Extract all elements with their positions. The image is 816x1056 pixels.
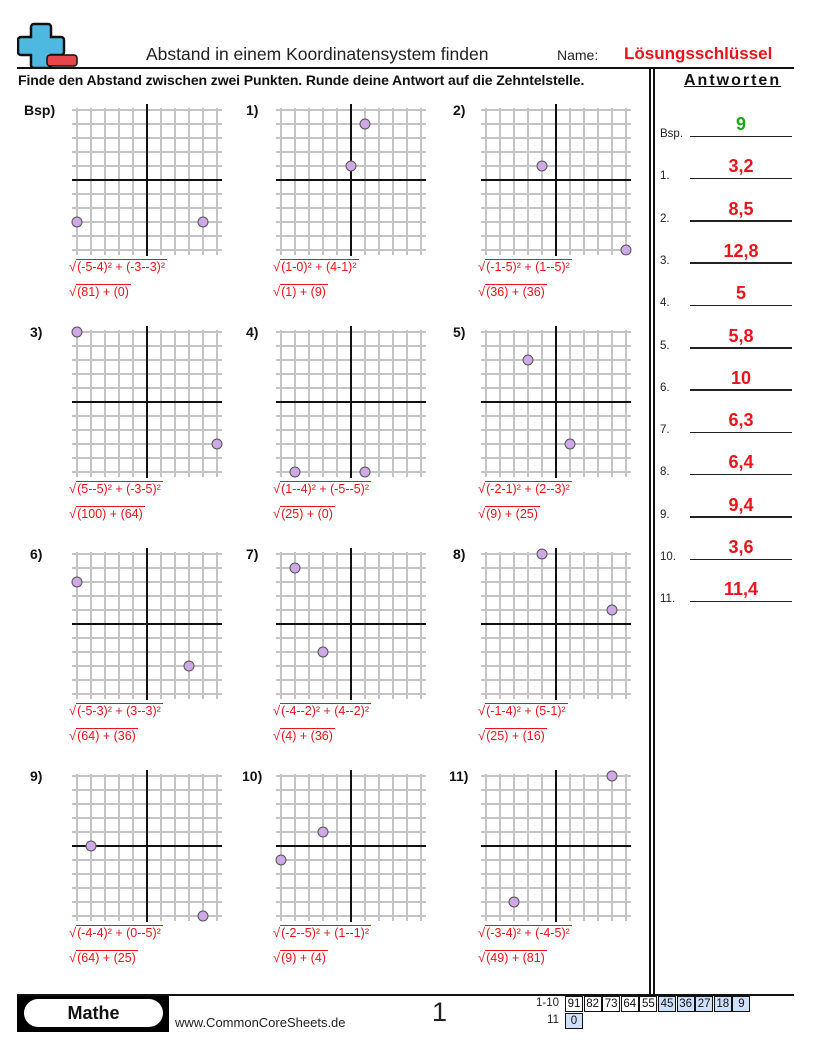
answers-title: Antworten — [684, 72, 782, 89]
answer-row — [660, 325, 795, 352]
coordinate-grid — [275, 104, 427, 258]
sqrt-icon: √ — [273, 703, 281, 718]
answer-row — [660, 579, 795, 606]
coordinate-grid — [275, 326, 427, 480]
answer-value: 5,8 — [728, 325, 754, 346]
answer-value: 11,4 — [723, 579, 759, 600]
answer-line — [690, 347, 792, 349]
answer-line — [690, 474, 792, 476]
answer-label: 3. — [660, 254, 670, 267]
score-cell: 91 — [565, 996, 583, 1012]
answer-row — [660, 367, 795, 394]
plus-minus-logo-icon — [17, 22, 79, 68]
distance-formula-line2 — [273, 506, 335, 521]
answer-line — [690, 559, 792, 561]
answer-row — [660, 283, 795, 310]
coordinate-grid — [480, 326, 632, 480]
name-value: Lösungsschlüssel — [624, 44, 773, 63]
formula-text: (81) + (0) — [77, 285, 129, 299]
plotted-point — [290, 467, 300, 477]
answer-value: 10 — [730, 367, 752, 388]
distance-formula-line1 — [478, 481, 572, 496]
formula-text: (49) + (81) — [486, 951, 545, 965]
formula-text: (9) + (25) — [486, 507, 538, 521]
sqrt-icon: √ — [478, 481, 486, 496]
problem-label: 10) — [242, 768, 263, 784]
distance-formula-line1 — [478, 703, 568, 718]
score-cell: 55 — [639, 996, 657, 1012]
plotted-point — [607, 605, 617, 615]
formula-text: (1--4)² + (-5--5)² — [281, 482, 369, 496]
distance-formula-line2 — [69, 950, 138, 965]
plotted-point — [565, 439, 575, 449]
distance-formula-line1 — [69, 703, 163, 718]
plotted-point — [607, 771, 617, 781]
answer-label: 9. — [660, 508, 670, 521]
answer-row — [660, 156, 795, 183]
sqrt-icon: √ — [69, 481, 77, 496]
formula-text: (36) + (36) — [486, 285, 545, 299]
formula-text: (9) + (4) — [281, 951, 326, 965]
sqrt-icon: √ — [478, 506, 486, 521]
distance-formula-line2 — [69, 506, 145, 521]
worksheet-title: Abstand in einem Koordinatensystem finden — [146, 44, 489, 64]
answer-line — [690, 516, 792, 518]
coordinate-grid — [480, 548, 632, 702]
answer-value: 6,4 — [728, 452, 754, 473]
answer-column-divider — [649, 68, 651, 994]
plotted-point — [318, 827, 328, 837]
score-cell: 73 — [602, 996, 620, 1012]
coordinate-grid — [275, 770, 427, 924]
plotted-point — [537, 549, 547, 559]
answer-label: 8. — [660, 466, 670, 479]
answer-row — [660, 410, 795, 437]
answer-line — [690, 136, 792, 138]
answer-row — [660, 240, 795, 267]
score-cell: 36 — [677, 996, 695, 1012]
problem-label: Bsp) — [24, 102, 56, 118]
plotted-point — [72, 217, 82, 227]
distance-formula-line1 — [273, 259, 359, 274]
plotted-point — [318, 647, 328, 657]
sqrt-icon: √ — [69, 703, 77, 718]
distance-formula-line2 — [478, 728, 547, 743]
answer-value: 3,2 — [728, 156, 754, 177]
sqrt-icon: √ — [69, 950, 77, 965]
answer-value: 8,5 — [728, 198, 754, 219]
plotted-point — [72, 327, 82, 337]
sqrt-icon: √ — [69, 259, 77, 274]
sqrt-icon: √ — [273, 481, 281, 496]
answer-label: 11. — [660, 593, 676, 606]
sqrt-icon: √ — [69, 506, 77, 521]
answer-line — [690, 389, 792, 391]
formula-text: (-1-4)² + (5-1)² — [486, 704, 566, 718]
problem-label: 6) — [30, 546, 43, 562]
formula-text: (-4-4)² + (0--5)² — [77, 926, 161, 940]
coordinate-grid — [275, 548, 427, 702]
answer-line — [690, 601, 792, 603]
sqrt-icon: √ — [478, 728, 486, 743]
plotted-point — [360, 467, 370, 477]
answer-value: 12,8 — [723, 240, 759, 261]
plotted-point — [198, 217, 208, 227]
sqrt-icon: √ — [273, 950, 281, 965]
formula-text: (-3-4)² + (-4-5)² — [486, 926, 570, 940]
formula-text: (-5-3)² + (3--3)² — [77, 704, 161, 718]
score-cell: 18 — [714, 996, 732, 1012]
sqrt-icon: √ — [273, 259, 281, 274]
plotted-point — [509, 897, 519, 907]
formula-text: (100) + (64) — [77, 507, 143, 521]
plotted-point — [621, 245, 631, 255]
answer-row — [660, 452, 795, 479]
coordinate-grid — [480, 104, 632, 258]
problem-label: 1) — [246, 102, 259, 118]
distance-formula-line1 — [478, 259, 572, 274]
formula-text: (64) + (36) — [77, 729, 136, 743]
problem-label: 11) — [449, 768, 469, 784]
formula-text: (25) + (0) — [281, 507, 333, 521]
problem-label: 7) — [246, 546, 259, 562]
answer-label: 1. — [660, 170, 670, 183]
distance-formula-line2 — [273, 284, 328, 299]
score-row-label: 11 — [547, 1014, 559, 1026]
coordinate-grid — [480, 770, 632, 924]
distance-formula-line1 — [273, 703, 371, 718]
plotted-point — [198, 911, 208, 921]
distance-formula-line2 — [273, 728, 335, 743]
sqrt-icon: √ — [69, 284, 77, 299]
answer-label: Bsp. — [660, 128, 684, 140]
answer-label: 7. — [660, 424, 670, 437]
score-cell: 27 — [695, 996, 713, 1012]
sqrt-icon: √ — [478, 259, 486, 274]
answer-label: 2. — [660, 212, 670, 225]
problem-label: 2) — [453, 102, 466, 118]
distance-formula-line2 — [69, 284, 131, 299]
formula-text: (-5-4)² + (-3--3)² — [77, 260, 165, 274]
distance-formula-line2 — [478, 950, 547, 965]
distance-formula-line1 — [273, 925, 371, 940]
plotted-point — [346, 161, 356, 171]
sqrt-icon: √ — [478, 703, 486, 718]
coordinate-grid — [71, 104, 223, 258]
plotted-point — [360, 119, 370, 129]
website-link[interactable]: www.CommonCoreSheets.de — [175, 1015, 346, 1030]
plotted-point — [537, 161, 547, 171]
formula-text: (-2--5)² + (1--1)² — [281, 926, 369, 940]
plotted-point — [523, 355, 533, 365]
distance-formula-line2 — [69, 728, 138, 743]
subject-badge — [17, 996, 169, 1032]
formula-text: (-1-5)² + (1--5)² — [486, 260, 570, 274]
answer-row — [660, 198, 795, 225]
answer-line — [690, 305, 792, 307]
score-cell: 0 — [565, 1013, 583, 1029]
distance-formula-line1 — [69, 925, 163, 940]
formula-text: (25) + (16) — [486, 729, 545, 743]
formula-text: (5--5)² + (-3-5)² — [77, 482, 161, 496]
instructions: Finde den Abstand zwischen zwei Punkten. Runde deine Antwort auf die Zehntelstelle. — [18, 72, 585, 88]
score-cell: 64 — [621, 996, 639, 1012]
plotted-point — [276, 855, 286, 865]
sqrt-icon: √ — [478, 950, 486, 965]
subject-label: Mathe — [24, 999, 163, 1027]
sqrt-icon: √ — [69, 728, 77, 743]
answer-value: 9 — [735, 114, 746, 134]
coordinate-grid — [71, 548, 223, 702]
answer-line — [690, 432, 792, 434]
distance-formula-line1 — [69, 259, 167, 274]
formula-text: (4) + (36) — [281, 729, 333, 743]
answer-label: 4. — [660, 297, 670, 310]
page-number: 1 — [432, 997, 448, 1027]
sqrt-icon: √ — [478, 284, 486, 299]
answer-line — [690, 262, 792, 264]
distance-formula-line2 — [273, 950, 328, 965]
problem-label: 9) — [30, 768, 43, 784]
problem-label: 4) — [246, 324, 259, 340]
sqrt-icon: √ — [273, 925, 281, 940]
answer-line — [690, 220, 792, 222]
sqrt-icon: √ — [478, 925, 486, 940]
sqrt-icon: √ — [69, 925, 77, 940]
answer-value: 6,3 — [728, 410, 754, 431]
sqrt-icon: √ — [273, 506, 281, 521]
answer-line — [690, 178, 792, 180]
answer-value: 9,4 — [728, 494, 754, 515]
plotted-point — [86, 841, 96, 851]
problem-label: 3) — [30, 324, 43, 340]
answer-label: 5. — [660, 339, 670, 352]
answer-label: 10. — [660, 551, 676, 563]
answer-value: 5 — [735, 283, 746, 304]
formula-text: (1) + (9) — [281, 285, 326, 299]
distance-formula-line2 — [478, 284, 547, 299]
header-divider — [17, 67, 794, 69]
answer-label: 6. — [660, 381, 670, 394]
problem-label: 8) — [453, 546, 466, 562]
distance-formula-line1 — [273, 481, 371, 496]
sqrt-icon: √ — [273, 284, 281, 299]
formula-text: (-4--2)² + (4--2)² — [281, 704, 369, 718]
coordinate-grid — [71, 770, 223, 924]
answer-row — [660, 494, 795, 521]
name-label: Name: — [557, 47, 599, 63]
plotted-point — [290, 563, 300, 573]
sqrt-icon: √ — [273, 728, 281, 743]
formula-text: (1-0)² + (4-1)² — [281, 260, 357, 274]
answer-value: 3,6 — [728, 537, 754, 557]
distance-formula-line1 — [478, 925, 572, 940]
formula-text: (-2-1)² + (2--3)² — [486, 482, 570, 496]
plotted-point — [184, 661, 194, 671]
plotted-point — [212, 439, 222, 449]
problem-label: 5) — [453, 324, 466, 340]
distance-formula-line2 — [478, 506, 540, 521]
answer-column-divider-inner — [653, 68, 655, 994]
score-cell: 9 — [732, 996, 750, 1012]
answer-row — [660, 537, 795, 563]
score-cell: 45 — [658, 996, 676, 1012]
answer-row — [660, 114, 795, 140]
coordinate-grid — [71, 326, 223, 480]
score-row-label: 1-10 — [535, 997, 559, 1009]
score-cell: 82 — [584, 996, 602, 1012]
formula-text: (64) + (25) — [77, 951, 136, 965]
distance-formula-line1 — [69, 481, 163, 496]
plotted-point — [72, 577, 82, 587]
